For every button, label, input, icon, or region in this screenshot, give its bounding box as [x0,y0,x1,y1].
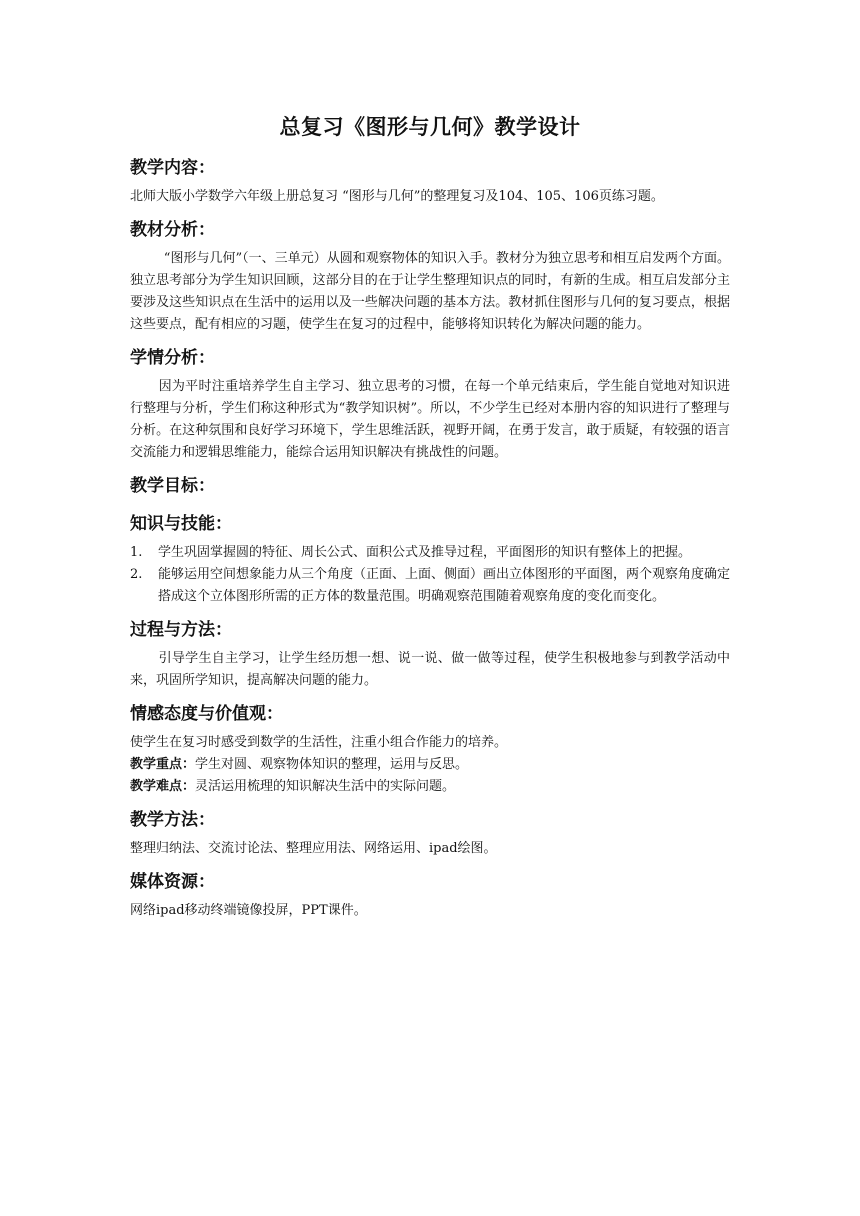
methods-paragraph: 整理归纳法、交流讨论法、整理应用法、网络运用、ipad绘图。 [130,841,497,856]
section-heading-material: 教材分析： [130,220,215,240]
key-point-text: 学生对圆、观察物体知识的整理，运用与反思。 [195,757,469,772]
key-point-line [130,754,730,776]
section-heading-knowledge: 知识与技能： [130,514,232,534]
section-heading-process: 过程与方法： [130,620,232,640]
document-title: 总复习《图形与几何》教学设计 [279,115,581,139]
section-heading-media: 媒体资源： [130,872,215,892]
difficult-point-line [130,776,730,798]
list-text: 能够运用空间想象能力从三个角度（正面、上面、侧面）画出立体图形的平面图，两个观察角度确定搭成这个立体图形所需的正方体的数量范围。明确观察范围随着观察角度的变化而变化。 [158,567,731,604]
list-item [130,542,730,564]
list-number: 1. [130,545,143,560]
content-paragraph: 北师大版小学数学六年级上册总复习 “图形与几何”的整理复习及104、105、106页练习题。 [130,189,664,204]
section-heading-goals: 教学目标： [130,476,215,496]
list-item [130,564,730,608]
media-paragraph: 网络ipad移动终端镜像投屏，PPT课件。 [130,903,367,918]
students-paragraph: 因为平时注重培养学生自主学习、独立思考的习惯，在每一个单元结束后，学生能自觉地对知识进行整理与分析，学生们称这种形式为“教学知识树”。所以，不少学生已经对本册内容的知识进行了整理与分析。在这种氛围和良好学习环境下，学生思维活跃，视野开阔，在勇于发言，敢于质疑，有较强的语言交流能力和逻辑思维能力，能综合运用知识解决有挑战性的问题。 [130,379,730,460]
document-page [130,112,730,922]
difficult-point-label: 教学难点： [130,779,196,794]
list-text: 学生巩固掌握圆的特征、周长公式、面积公式及推导过程，平面图形的知识有整体上的把握。 [158,545,692,560]
difficult-point-text: 灵活运用梳理的知识解决生活中的实际问题。 [195,779,456,794]
attitude-paragraph: 使学生在复习时感受到数学的生活性，注重小组合作能力的培养。 [130,735,508,750]
material-paragraph: “图形与几何”（一、三单元）从圆和观察物体的知识入手。教材分为独立思考和相互启发两个方面。独立思考部分为学生知识回顾，这部分目的在于让学生整理知识点的同时，有新的生成。相互启发部分主要涉及这些知识点在生活中的运用以及一些解决问题的基本方法。教材抓住图形与几何的复习要点，根据这些要点，配有相应的习题，使学生在复习的过程中，能够将知识转化为解决问题的能力。 [130,251,730,332]
list-number: 2. [130,567,143,582]
section-heading-methods: 教学方法： [130,810,215,830]
section-heading-content: 教学内容： [130,158,215,178]
section-heading-attitude: 情感态度与价值观： [130,704,283,724]
key-point-label: 教学重点： [130,757,196,772]
section-heading-students: 学情分析： [130,348,215,368]
process-paragraph: 引导学生自主学习，让学生经历想一想、说一说、做一做等过程，使学生积极地参与到教学活动中来，巩固所学知识，提高解决问题的能力。 [130,651,730,688]
